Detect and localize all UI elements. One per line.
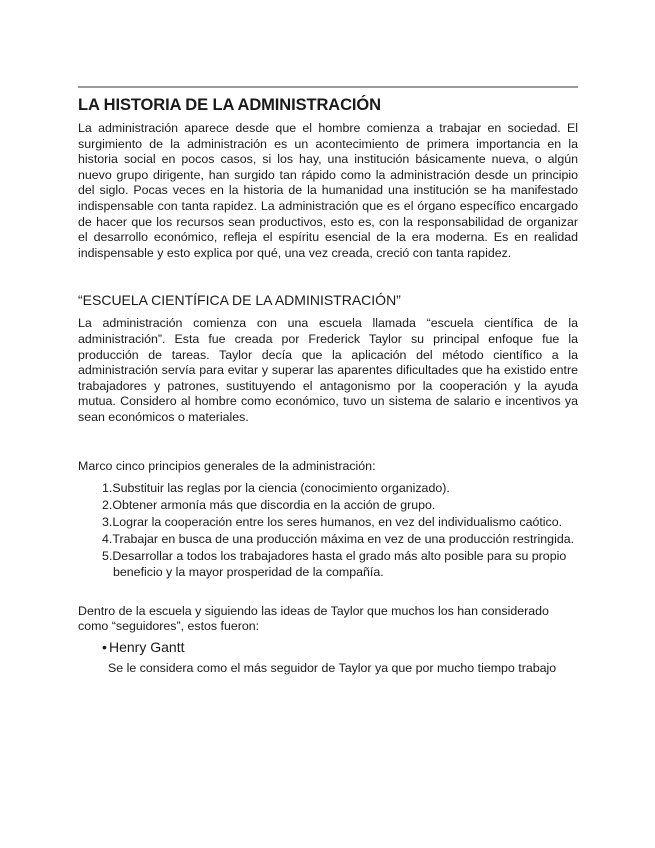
principle-item: 4.Trabajar en busca de una producción máxima en vez de una producción restringida. — [102, 531, 575, 546]
document-page — [78, 86, 578, 676]
intro-paragraph: La administración aparece desde que el hombre comienza a trabajar en sociedad. El surgimiento de la administración es un acontecimiento de primera importancia en la historia social en pocos casos, si los hay, una institución básicamente nueva, o algún nuevo grupo dirigente, han surgido tan rápido como la administración desde un principio del siglo. Pocas veces en la historia de la humanidad una institución se ha manifestado indispensable con tanta rapidez. La administración que es el órgano específico encargado de hacer que los recursos sean productivos, esto es, con la responsabilidad de organizar el desarrollo económico, refleja el espíritu esencial de la era moderna. Es en realidad indispensable y esto explica por qué, una vez creada, creció con tanta rapidez. — [78, 121, 578, 260]
principle-item: 2.Obtener armonía más que discordia en la acción de grupo. — [102, 498, 436, 512]
principle-item: 1.Substituir las reglas por la ciencia (conocimiento organizado). — [102, 481, 450, 496]
follower-name: Henry Gantt — [109, 638, 185, 655]
followers-paragraph: Dentro de la escuela y siguiendo las ideas de Taylor que muchos los han considerado como “seguidores”, estos fueron: — [78, 603, 549, 634]
principle-item: 3.Lograr la cooperación entre los seres humanos, en vez del individualismo caótico. — [102, 514, 563, 529]
header-rule — [78, 86, 578, 88]
principle-item: 5.Desarrollar a todos los trabajadores hasta el grado más alto posible para su propio beneficio y la mayor prosperidad de la compañía. — [102, 548, 567, 580]
gantt-paragraph: Se le considera como el más seguidor de Taylor ya que por mucho tiempo trabajo — [108, 660, 557, 675]
principles-intro: Marco cinco principios generales de la administración: — [78, 458, 376, 473]
page-title: LA HISTORIA DE LA ADMINISTRACIÓN — [78, 96, 381, 114]
bullet-icon: • — [102, 638, 107, 655]
principles-list — [78, 480, 578, 580]
follower-heading — [102, 638, 578, 656]
section-paragraph: La administración comienza con una escuela llamada “escuela científica de la administración”. Esta fue creada por Frederick Taylor su principal enfoque fue la producción de tareas. Taylor decía que la aplicación del método científico a la administración servía para evitar y superar las aparentes dificultades que ha existido entre trabajadores y patrones, sustituyendo el antagonismo por la cooperación y la ayuda mutua. Considero al hombre como económico, tuvo un sistema de salario e incentivos ya sean económicos o materiales. — [78, 316, 578, 424]
section-title: “ESCUELA CIENTÍFICA DE LA ADMINISTRACIÓN” — [78, 292, 401, 309]
